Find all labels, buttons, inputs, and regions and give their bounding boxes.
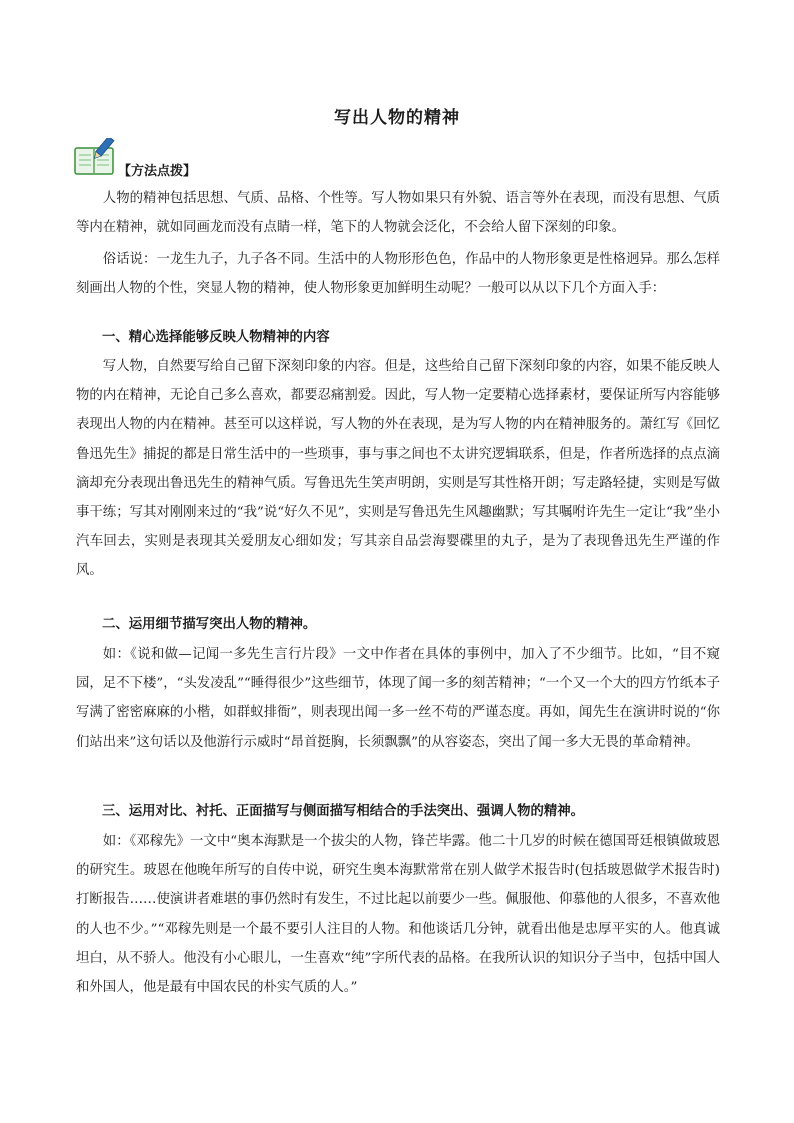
section-1-paragraph: 写人物，自然要写给自己留下深刻印象的内容。但是，这些给自己留下深刻印象的内容，如果不能反映人物的内在精神，无论自己多么喜欢，都要忍痛割爱。因此，写人物一定要精心选择素材，要保证所写内容能够表现出人物的内在精神。甚至可以这样说，写人物的外在表现，是为写人物的内在精神服务的。萧红写《回忆鲁迅先生》捕捉的都是日常生活中的一些琐事，事与事之间也不太讲究逻辑联系，但是，作者所选择的点点滴滴却充分表现出鲁迅先生的精神气质。写鲁迅先生笑声明朗，实则是写其性格开朗；写走路轻捷，实则是写做事干练；写其对刚刚来过的“我”说“好久不见”，实则是写鲁迅先生风趣幽默；写其嘱咐许先生一定让“我”坐小汽车回去，实则是表现其关爱朋友心细如发；写其亲自品尝海婴碟里的丸子，是为了表现鲁迅先生严谨的作风。 bbox=[76, 359, 720, 579]
section-2-paragraph: 如：《说和做—记闻一多先生言行片段》一文中作者在具体的事例中，加入了不少细节。比如，“目不窥园，足不下楼”，“头发凌乱”“睡得很少”这些细节，体现了闻一多的刻苦精神；“一个又一个大的四方竹纸本子写满了密密麻麻的小楷，如群蚁排衙”，则表现出闻一多一丝不苟的严谨态度。再如，闻先生在演讲时说的“你们站出来”这句话以及他游行示威时“昂首挺胸，长须飘飘”的从容姿态，突出了闻一多大无畏的革命精神。 bbox=[76, 647, 720, 750]
book-pencil-icon bbox=[74, 138, 116, 176]
method-section-header bbox=[74, 138, 374, 178]
method-tips-label: 【方法点拨】 bbox=[118, 164, 197, 179]
intro-paragraph-2: 俗话说：一龙生九子，九子各不同。生活中的人物形形色色，作品中的人物形象更是性格迥异。那么怎样刻画出人物的个性，突显人物的精神，使人物形象更加鲜明生动呢？一般可以从以下几个方面入手： bbox=[76, 252, 720, 297]
section-3-paragraph: 如：《邓稼先》一文中“奥本海默是一个拔尖的人物，锋芒毕露。他二十几岁的时候在德国哥廷根镇做玻恩的研究生。玻恩在他晚年所写的自传中说，研究生奥本海默常常在别人做学术报告时(包括玻恩做学术报告时)打断报告……使演讲者难堪的事仍然时有发生，不过比起以前要少一些。佩服他、仰慕他的人很多，不喜欢他的人也不少。”“邓稼先则是一个最不要引人注目的人物。和他谈话几分钟，就看出他是忠厚平实的人。他真诚坦白，从不骄人。他没有小心眼儿，一生喜欢“纯”字所代表的品格。在我所认识的知识分子当中，包括中国人和外国人，他是最有中国农民的朴实气质的人。” bbox=[76, 834, 720, 996]
heading-3: 三、运用对比、衬托、正面描写与侧面描写相结合的手法突出、强调人物的精神。 bbox=[102, 804, 585, 819]
heading-2: 二、运用细节描写突出人物的精神。 bbox=[102, 617, 317, 632]
intro-paragraph-1: 人物的精神包括思想、气质、品格、个性等。写人物如果只有外貌、语言等外在表现，而没有思想、气质等内在精神，就如同画龙而没有点睛一样，笔下的人物就会泛化，不会给人留下深刻的印象。 bbox=[76, 191, 720, 236]
page-title: 写出人物的精神 bbox=[334, 108, 460, 128]
heading-1: 一、精心选择能够反映人物精神的内容 bbox=[102, 330, 330, 345]
